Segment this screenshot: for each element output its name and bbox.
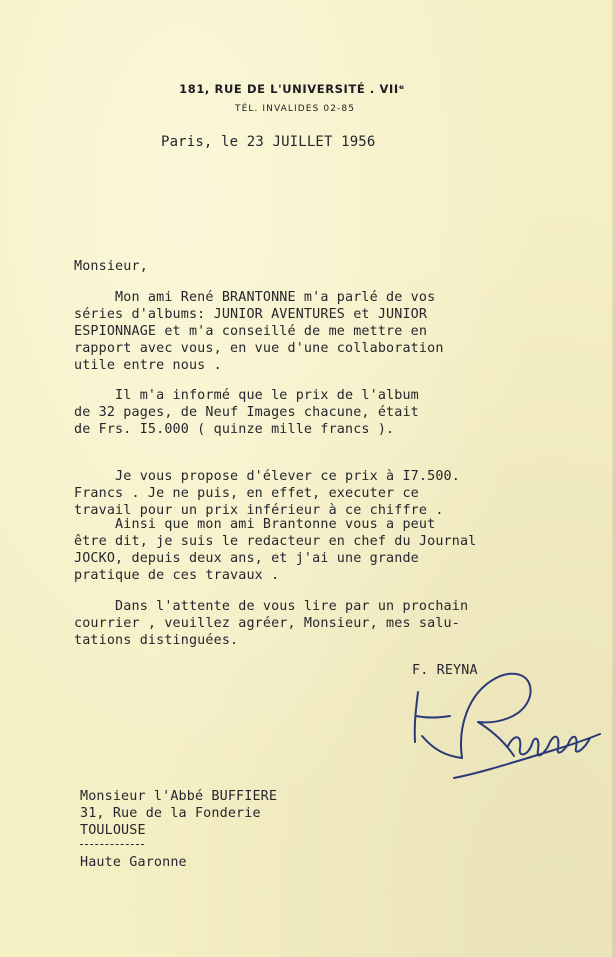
signatory-name: F. REYNA — [412, 663, 478, 678]
letterhead-address: 181, RUE DE L'UNIVERSITÉ . VIIᵉ — [179, 82, 405, 96]
paragraph-line: Ainsi que mon ami Brantonne vous a peut — [74, 517, 436, 532]
paragraph-line: courrier , veuillez agréer, Monsieur, mes salu- — [74, 616, 460, 631]
paragraph-line: tations distinguées. — [74, 633, 239, 648]
paragraph-line: être dit, je suis le redacteur en chef du Journal — [74, 534, 477, 549]
paragraph-line: Je vous propose d'élever ce prix à I7.500. — [74, 469, 460, 484]
recipient-region: Haute Garonne — [80, 855, 187, 870]
paragraph-line: JOCKO, depuis deux ans, et j'ai une grande — [74, 551, 419, 566]
paragraph-line: travail pour un prix inférieur à ce chiffre . — [74, 503, 444, 518]
paragraph-line: de 32 pages, de Neuf Images chacune, était — [74, 405, 419, 420]
paragraph-line: Francs . Je ne puis, en effet, executer ce — [74, 486, 419, 501]
letter-date: Paris, le 23 JUILLET 1956 — [161, 134, 376, 150]
address-divider — [80, 844, 144, 845]
paragraph-line: de Frs. I5.000 ( quinze mille francs ). — [74, 422, 395, 437]
paper-edge — [611, 0, 615, 957]
paragraph-2 — [74, 388, 419, 463]
paragraph-line: rapport avec vous, en vue d'une collaboration — [74, 341, 444, 356]
paragraph-line: Mon ami René BRANTONNE m'a parlé de vos — [74, 290, 436, 305]
paragraph-line: utile entre nous . — [74, 358, 222, 373]
paragraph-line: séries d'albums: JUNIOR AVENTURES et JUNIOR — [74, 307, 428, 322]
recipient-street: 31, Rue de la Fonderie — [80, 806, 261, 821]
paragraph-1 — [74, 290, 444, 395]
handwritten-signature — [404, 650, 604, 790]
letterhead-phone: TÉL. INVALIDES 02-85 — [234, 104, 356, 114]
recipient-name: Monsieur l'Abbé BUFFIERE — [80, 789, 278, 804]
recipient-city: TOULOUSE — [80, 823, 146, 838]
paragraph-line: pratique de ces travaux . — [74, 568, 280, 583]
salutation: Monsieur, — [74, 259, 148, 274]
paragraph-line: Dans l'attente de vous lire par un prochain — [74, 599, 469, 614]
paragraph-line: ESPIONNAGE et m'a conseillé de me mettre en — [74, 324, 428, 339]
paragraph-line: Il m'a informé que le prix de l'album — [74, 388, 419, 403]
